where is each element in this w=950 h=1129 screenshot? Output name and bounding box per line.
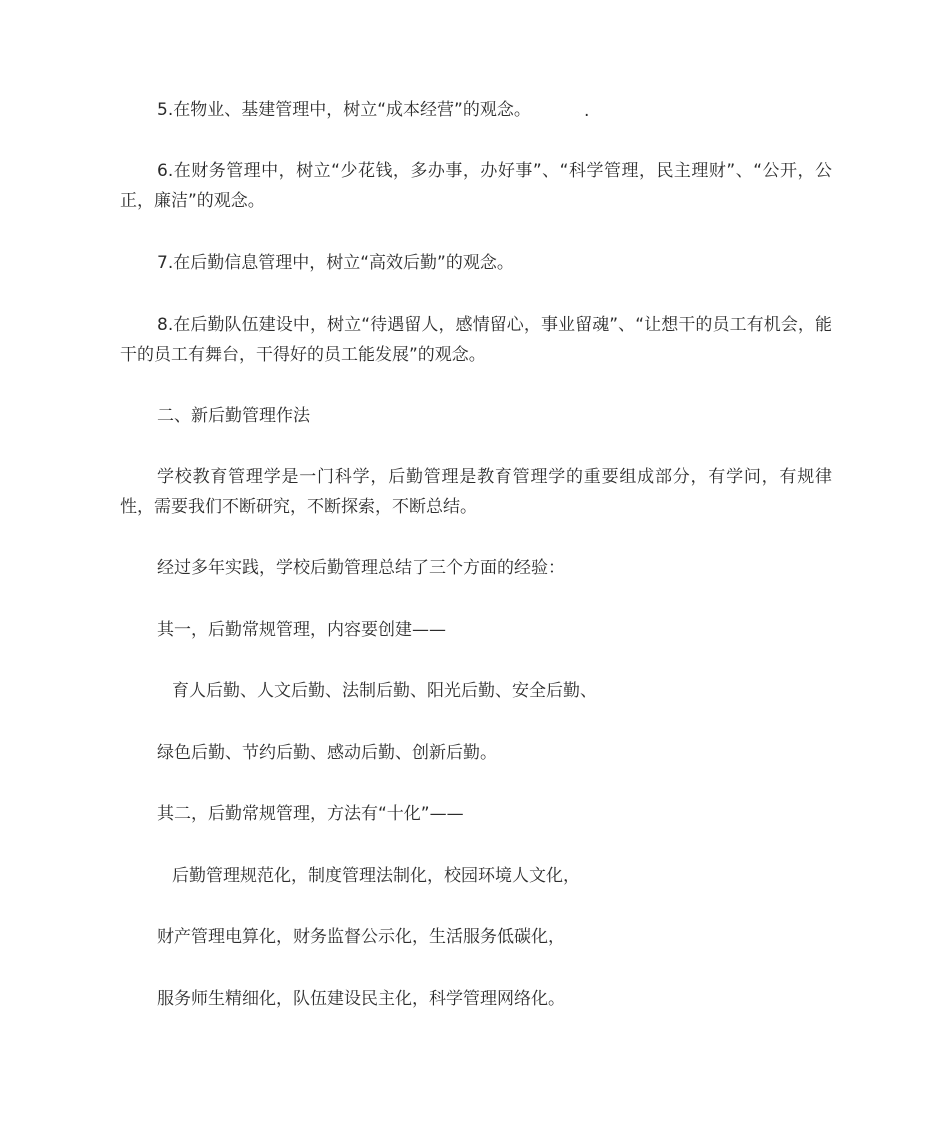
paragraph-item-8: 8.在后勤队伍建设中，树立“待遇留人，感情留心，事业留魂”、“让想干的员工有机会，能干的员工有舞台，干得好的员工能发展”的观念。: [120, 315, 832, 365]
point-two-line-2: 财产管理电算化，财务监督公示化，生活服务低碳化，: [157, 927, 565, 947]
point-one-line-1: 育人后勤、人文后勤、法制后勤、阳光后勤、安全后勤、: [172, 681, 597, 701]
stray-period: .: [584, 101, 590, 121]
point-two-heading: 其二，后勤常规管理，方法有“十化”——: [157, 804, 464, 824]
point-one-heading: 其一，后勤常规管理，内容要创建——: [157, 620, 446, 640]
paragraph-item-6: 6.在财务管理中，树立“少花钱，多办事，办好事”、“科学管理，民主理财”、“公开，公正，廉洁”的观念。: [120, 161, 832, 211]
section-heading: 二、新后勤管理作法: [157, 406, 310, 426]
paragraph-experience: 经过多年实践，学校后勤管理总结了三个方面的经验：: [157, 558, 565, 578]
point-two-line-1: 后勤管理规范化，制度管理法制化，校园环境人文化，: [172, 866, 580, 886]
point-two-line-3: 服务师生精细化，队伍建设民主化，科学管理网络化。: [157, 989, 565, 1009]
point-one-line-2: 绿色后勤、节约后勤、感动后勤、创新后勤。: [157, 743, 497, 763]
paragraph-intro: 学校教育管理学是一门科学，后勤管理是教育管理学的重要组成部分，有学问，有规律性，需要我们不断研究，不断探索，不断总结。: [120, 467, 832, 517]
paragraph-item-7: 7.在后勤信息管理中，树立“高效后勤”的观念。: [157, 253, 514, 273]
paragraph-item-5: 5.在物业、基建管理中，树立“成本经营”的观念。: [157, 100, 531, 120]
